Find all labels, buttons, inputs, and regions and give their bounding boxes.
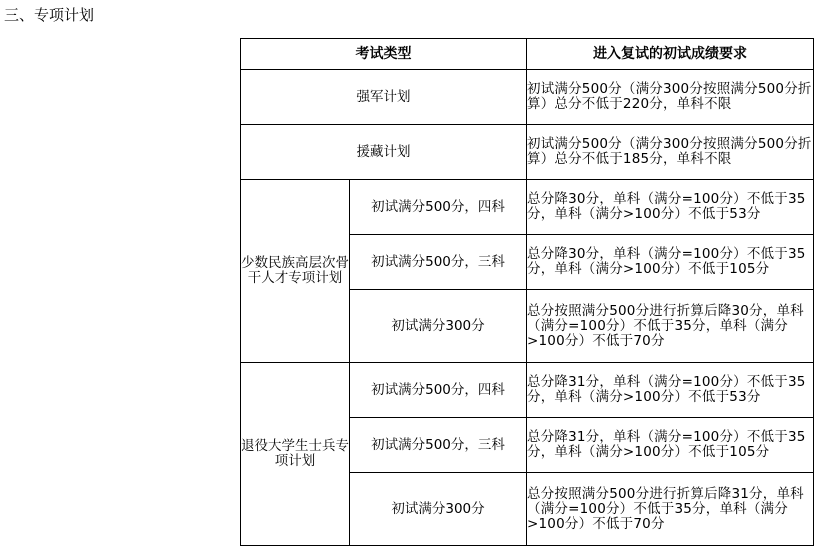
plan-name: 退役大学生士兵专项计划 xyxy=(241,363,350,546)
exam-subtype: 初试满分300分 xyxy=(350,290,527,363)
score-requirement: 初试满分500分（满分300分按照满分500分折算）总分不低于185分，单科不限 xyxy=(527,125,814,180)
exam-subtype: 初试满分300分 xyxy=(350,473,527,546)
score-requirement: 总分按照满分500分进行折算后降31分，单科（满分=100分）不低于35分，单科（满分>100分）不低于70分 xyxy=(527,473,814,546)
table-row xyxy=(241,363,814,418)
plan-name: 少数民族高层次骨干人才专项计划 xyxy=(241,180,350,363)
table-header-row xyxy=(241,39,814,70)
score-requirement: 总分降30分，单科（满分=100分）不低于35分，单科（满分>100分）不低于53分 xyxy=(527,180,814,235)
table-row xyxy=(241,180,814,235)
plan-name: 强军计划 xyxy=(241,70,527,125)
score-requirement: 总分降30分，单科（满分=100分）不低于35分，单科（满分>100分）不低于105分 xyxy=(527,235,814,290)
plan-name: 援藏计划 xyxy=(241,125,527,180)
table-row xyxy=(241,70,814,125)
requirements-table xyxy=(240,38,814,546)
section-heading: 三、专项计划 xyxy=(4,6,95,24)
exam-subtype: 初试满分500分，三科 xyxy=(350,418,527,473)
score-requirement: 总分降31分，单科（满分=100分）不低于35分，单科（满分>100分）不低于105分 xyxy=(527,418,814,473)
score-requirement: 总分按照满分500分进行折算后降30分，单科（满分=100分）不低于35分，单科（满分>100分）不低于70分 xyxy=(527,290,814,363)
table-row xyxy=(241,125,814,180)
score-requirement: 初试满分500分（满分300分按照满分500分折算）总分不低于220分，单科不限 xyxy=(527,70,814,125)
header-exam-type: 考试类型 xyxy=(241,39,527,70)
exam-subtype: 初试满分500分，四科 xyxy=(350,180,527,235)
score-requirement: 总分降31分，单科（满分=100分）不低于35分，单科（满分>100分）不低于53分 xyxy=(527,363,814,418)
exam-subtype: 初试满分500分，三科 xyxy=(350,235,527,290)
header-score-requirement: 进入复试的初试成绩要求 xyxy=(527,39,814,70)
exam-subtype: 初试满分500分，四科 xyxy=(350,363,527,418)
